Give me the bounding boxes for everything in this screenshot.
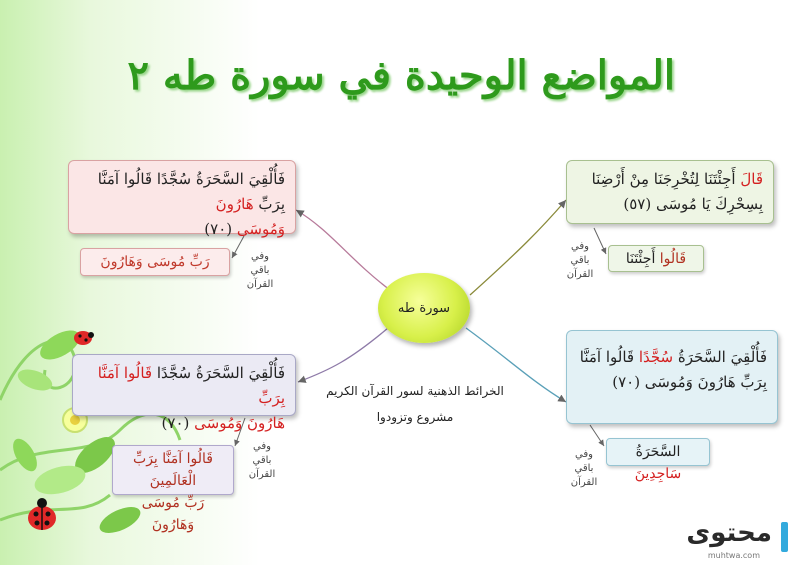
note-bottom-right xyxy=(564,448,604,490)
verse-highlight: وَمُوسَى xyxy=(236,220,285,238)
node-top-left xyxy=(68,160,296,238)
note-line: القرآن xyxy=(570,477,598,488)
note-line: وفي باقي xyxy=(252,441,272,466)
verse-highlight: قَالُوا آمَنَّا بِرَبِّ xyxy=(97,364,285,407)
logo-name: محتوى xyxy=(686,518,772,548)
connector-top-left xyxy=(296,210,390,290)
node-top-left-line1 xyxy=(79,167,285,217)
verse-highlight: هَارُونَ xyxy=(215,195,254,213)
logo-pen-icon xyxy=(781,522,788,552)
note-line: وفي باقي xyxy=(570,241,590,266)
note-line: وفي باقي xyxy=(250,251,270,276)
related-text: أَجِئْتَنَا xyxy=(625,251,660,267)
logo-domain: muhtwa.com xyxy=(707,551,760,560)
note-line: القرآن xyxy=(246,279,274,290)
related-top-left: رَبِّ مُوسَى وَهَارُونَ xyxy=(80,248,230,276)
node-bottom-right xyxy=(566,330,778,424)
related-bottom-right xyxy=(606,438,710,482)
node-bottom-left-line2 xyxy=(83,411,285,436)
verse-text: أَجِئْتَنَا لِتُخْرِجَنَا مِنْ أَرْضِنَا xyxy=(591,170,741,188)
node-top-right xyxy=(566,160,774,224)
related-highlight: سَاجِدِينَ xyxy=(634,466,682,482)
verse-text: فَأُلْقِيَ السَّحَرَةُ xyxy=(673,348,767,366)
verse-text: فَأُلْقِيَ السَّحَرَةُ سُجَّدًا قَالُوا آمَنَّا بِرَبِّ xyxy=(97,170,285,213)
connector-bottom-left xyxy=(298,328,388,382)
verse-highlight: قَالَ xyxy=(740,170,763,188)
related-text: السَّحَرَةُ xyxy=(635,444,681,460)
related-line: رَبِّ مُوسَى وَهَارُونَ xyxy=(141,495,205,533)
connector-top-right xyxy=(470,200,566,295)
node-top-right-line1 xyxy=(577,167,763,192)
verse-text: قَالُوا آمَنَّا xyxy=(579,348,639,366)
note-line: وفي باقي xyxy=(574,449,594,474)
note-top-right xyxy=(560,240,600,282)
related-line: قَالُوا آمَنَّا بِرَبِّ الْعَالَمِينَ xyxy=(133,451,213,489)
note-top-left xyxy=(240,250,280,292)
page-title: المواضع الوحيدة في سورة طه ٢ xyxy=(127,52,675,99)
verse-highlight: هَارُونَ وَمُوسَى xyxy=(194,414,285,432)
sub-connector-bottom-right xyxy=(590,425,604,446)
node-bottom-right-line1 xyxy=(577,345,767,370)
related-bottom-left xyxy=(112,445,234,533)
node-bottom-left-line1 xyxy=(83,361,285,411)
node-top-left-line2 xyxy=(79,217,285,242)
caption-line2: مشروع وتزودوا xyxy=(376,410,454,424)
caption xyxy=(300,378,530,430)
related-top-right xyxy=(608,245,704,272)
node-bottom-right-line2: بِرَبِّ هَارُونَ وَمُوسَى (٧٠) xyxy=(612,373,767,391)
node-top-right-line2: بِسِحْرِكَ يَا مُوسَى (٥٧) xyxy=(623,195,763,213)
related-highlight: قَالُوا xyxy=(659,251,687,267)
note-bottom-left xyxy=(242,440,282,482)
verse-highlight: سُجَّدًا xyxy=(638,348,674,366)
node-bottom-left xyxy=(72,354,296,432)
note-line: القرآن xyxy=(248,469,276,480)
center-node: سورة طه xyxy=(378,273,470,343)
caption-line1: الخرائط الذهنية لسور القرآن الكريم xyxy=(326,384,504,398)
note-line: القرآن xyxy=(566,269,594,280)
verse-number: (٧٠) xyxy=(161,414,195,432)
verse-text: فَأُلْقِيَ السَّحَرَةُ سُجَّدًا xyxy=(152,364,285,382)
site-logo xyxy=(640,518,790,563)
verse-number: (٧٠) xyxy=(204,220,237,238)
